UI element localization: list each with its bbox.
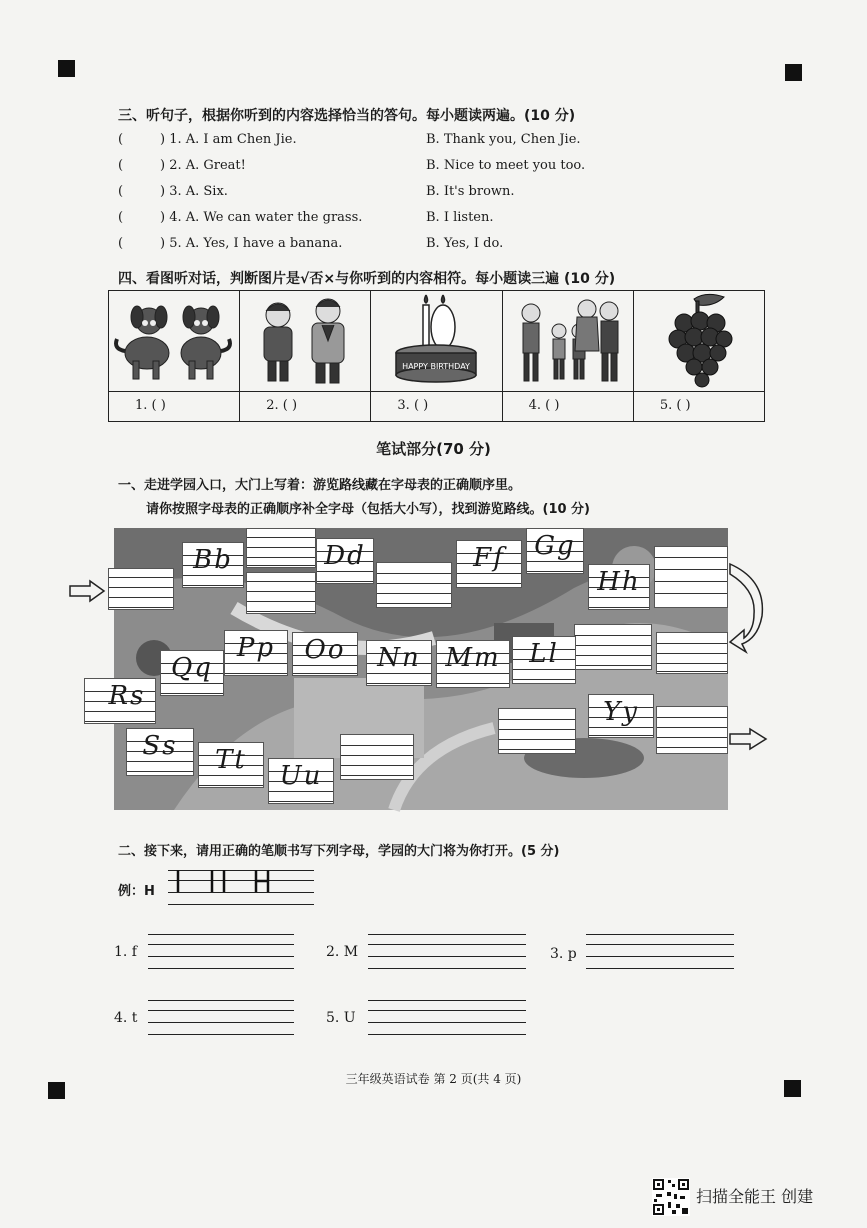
tile-ss: [126, 728, 194, 776]
s3-option-a-3: ) 3. A. Six.: [160, 184, 228, 199]
letter-pp: Pp: [236, 633, 276, 663]
pic-answer-2[interactable]: 2. ( ): [266, 398, 298, 413]
letter-qq: Qq: [171, 653, 213, 683]
picture-grapes: [634, 291, 764, 391]
part1-line1: 一、走进学园入口，大门上写着：游览路线藏在字母表的正确顺序里。: [118, 478, 522, 493]
s3-option-b-4: B. I listen.: [426, 210, 494, 225]
picture-table: [108, 290, 765, 422]
s3-option-b-5: B. Yes, I do.: [426, 236, 504, 251]
tile-hh: [588, 564, 650, 610]
tile-bb: [182, 542, 244, 588]
tile-blank-4[interactable]: [376, 562, 452, 608]
scanner-watermark: 扫描全能王 创建: [696, 1187, 814, 1206]
grapes-icon: [634, 291, 764, 391]
write-lines-5[interactable]: [368, 996, 526, 1036]
s3-option-a-2: ) 2. A. Great!: [160, 158, 246, 173]
pic-answer-3[interactable]: 3. ( ): [397, 398, 429, 413]
picture-birthday-cake: [371, 291, 502, 391]
s3-option-a-5: ) 5. A. Yes, I have a banana.: [160, 236, 343, 251]
tile-uu: [268, 758, 334, 804]
pic-answer-1[interactable]: 1. ( ): [135, 398, 166, 413]
exit-arrow-icon: [728, 728, 768, 750]
tile-blank-10[interactable]: [340, 734, 414, 780]
letter-rs: Rs: [108, 681, 146, 711]
s3-option-b-2: B. Nice to meet you too.: [426, 158, 586, 173]
tile-blank-3[interactable]: [246, 572, 316, 614]
picture-dogs: [109, 291, 240, 391]
letter-bb: Bb: [193, 545, 233, 575]
boys-icon: [240, 291, 370, 391]
tile-gg: [526, 528, 584, 574]
write-lines-3[interactable]: [586, 930, 734, 970]
pic-answer-4[interactable]: 4. ( ): [528, 398, 560, 413]
letter-oo: Oo: [304, 635, 346, 665]
write-lines-2[interactable]: [368, 930, 526, 970]
corner-mark-top-left: [58, 60, 75, 77]
cake-text: HAPPY BIRTHDAY: [402, 362, 471, 371]
alphabet-map: [108, 528, 728, 810]
write-lines-1[interactable]: [148, 930, 294, 970]
tile-yy: [588, 694, 654, 738]
tile-blank-6[interactable]: [574, 624, 652, 670]
corner-mark-top-right: [785, 64, 802, 81]
write-label-2: 2. M: [326, 944, 359, 960]
s3-paren-2: (: [118, 158, 124, 173]
letter-hh: Hh: [597, 567, 641, 597]
letter-ss: Ss: [142, 731, 178, 761]
page-footer: 三年级英语试卷 第 2 页(共 4 页): [345, 1072, 522, 1086]
tile-tt: [198, 742, 264, 788]
write-label-1: 1. f: [114, 944, 137, 960]
tile-pp: [224, 630, 288, 676]
tile-ff: [456, 540, 522, 588]
s3-paren-3: (: [118, 184, 124, 199]
letter-gg: Gg: [534, 531, 576, 561]
dogs-icon: [109, 291, 239, 391]
s3-option-b-3: B. It's brown.: [426, 184, 515, 199]
s3-paren-1: (: [118, 132, 124, 147]
tile-blank-5[interactable]: [654, 546, 728, 608]
letter-tt: Tt: [215, 745, 247, 775]
tile-oo: [292, 632, 358, 676]
s3-option-b-1: B. Thank you, Chen Jie.: [426, 132, 581, 147]
letter-uu: Uu: [279, 761, 323, 791]
picture-family: [503, 291, 634, 391]
tile-mm: [436, 640, 510, 688]
s3-paren-4: (: [118, 210, 124, 225]
letter-yy: Yy: [603, 697, 639, 727]
letter-nn: Nn: [377, 643, 421, 673]
write-label-3: 3. p: [550, 946, 577, 962]
letter-mm: Mm: [445, 643, 501, 673]
part1-line2: 请你按照字母表的正确顺序补全字母（包括大小写），找到游览路线。(10 分): [146, 502, 590, 517]
tile-blank-8[interactable]: [656, 706, 728, 754]
tile-nn: [366, 640, 432, 686]
tile-blank-7[interactable]: [656, 632, 728, 674]
example-label: 例：H: [118, 884, 155, 899]
letter-ll: Ll: [529, 639, 559, 669]
tile-ll: [512, 636, 576, 684]
part2-title: 二、接下来，请用正确的笔顺书写下列字母，学园的大门将为你打开。(5 分): [118, 844, 560, 859]
write-label-5: 5. U: [326, 1010, 356, 1026]
pic-answer-5[interactable]: 5. ( ): [659, 398, 691, 413]
tile-qq: [160, 650, 224, 696]
section4-title: 四、看图听对话，判断图片是√否×与你听到的内容相符。每小题读三遍 (10 分): [118, 271, 616, 287]
s3-option-a-4: ) 4. A. We can water the grass.: [160, 210, 363, 225]
turn-arrow-icon: [726, 560, 770, 660]
picture-two-boys: [240, 291, 371, 391]
family-icon: [503, 291, 633, 391]
tile-rs: [84, 678, 156, 724]
tile-blank-2[interactable]: [108, 568, 174, 610]
qr-code-icon: [652, 1178, 690, 1216]
tile-dd: [316, 538, 374, 584]
example-strokes: [168, 866, 288, 906]
s3-paren-5: (: [118, 236, 124, 251]
s3-option-a-1: ) 1. A. I am Chen Jie.: [160, 132, 297, 147]
tile-blank-1[interactable]: [246, 528, 316, 568]
letter-ff: Ff: [473, 543, 505, 573]
written-part-title: 笔试部分(70 分): [376, 440, 491, 458]
entry-arrow-icon: [68, 580, 106, 602]
letter-dd: Dd: [324, 541, 366, 571]
write-lines-4[interactable]: [148, 996, 294, 1036]
write-label-4: 4. t: [114, 1010, 138, 1026]
tile-blank-9[interactable]: [498, 708, 576, 754]
section3-title: 三、听句子，根据你听到的内容选择恰当的答句。每小题读两遍。(10 分): [118, 108, 576, 124]
cake-icon: [371, 291, 501, 391]
